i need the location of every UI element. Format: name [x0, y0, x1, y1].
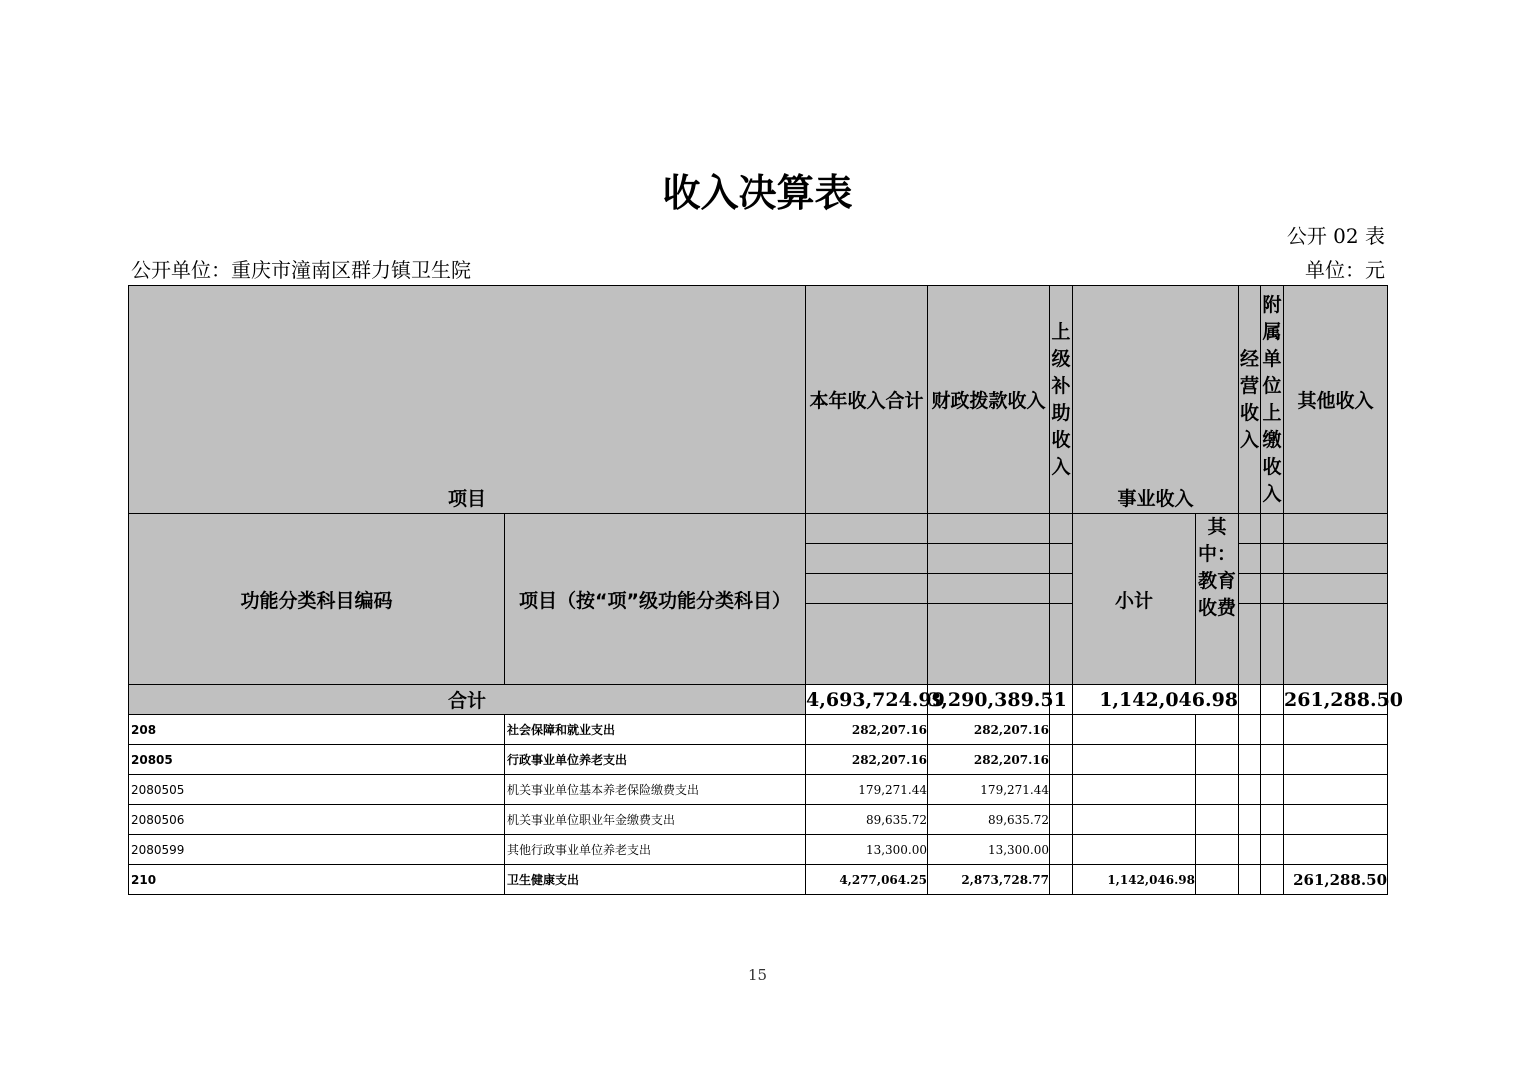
row-fiscal: 13,300.00	[928, 835, 1050, 865]
header-blank-cell	[1261, 574, 1284, 604]
total-other-value: 261,288.50	[1284, 685, 1388, 715]
header-blank-cell	[1239, 514, 1261, 544]
page-number: 15	[747, 966, 768, 984]
header-blank-cell	[1284, 544, 1388, 574]
header-subtotal: 小计	[1073, 514, 1196, 685]
header-blank-cell	[1284, 604, 1388, 685]
row-subtotal	[1073, 715, 1196, 745]
row-other	[1284, 835, 1388, 865]
table-row	[129, 745, 1388, 775]
header-business-income: 事业收入	[1073, 286, 1239, 514]
row-operating	[1239, 835, 1261, 865]
total-affiliated-value	[1261, 685, 1284, 715]
header-blank-cell	[1050, 574, 1073, 604]
table-row	[129, 775, 1388, 805]
row-superior-subsidy	[1050, 745, 1073, 775]
row-code: 2080506	[129, 805, 505, 835]
header-blank-cell	[928, 574, 1050, 604]
row-affiliated	[1261, 745, 1284, 775]
row-fiscal: 282,207.16	[928, 745, 1050, 775]
row-affiliated	[1261, 805, 1284, 835]
total-operating-value	[1239, 685, 1261, 715]
currency-unit: 单位：元	[1305, 258, 1385, 282]
header-code: 功能分类科目编码	[129, 514, 505, 685]
header-edu-fee: 其中：教育收费	[1196, 514, 1239, 685]
row-superior-subsidy	[1050, 715, 1073, 745]
form-number: 公开 02 表	[1286, 224, 1385, 248]
header-blank-cell	[1261, 544, 1284, 574]
header-blank-cell	[1261, 514, 1284, 544]
row-superior-subsidy	[1050, 865, 1073, 895]
table-row	[129, 805, 1388, 835]
row-total-income: 282,207.16	[806, 745, 928, 775]
row-edu-fee	[1196, 835, 1239, 865]
row-code: 210	[129, 865, 505, 895]
header-blank-cell	[806, 574, 928, 604]
row-operating	[1239, 865, 1261, 895]
header-blank-cell	[928, 604, 1050, 685]
row-operating	[1239, 775, 1261, 805]
page-title: 收入决算表	[662, 171, 853, 215]
row-operating	[1239, 715, 1261, 745]
row-other	[1284, 745, 1388, 775]
header-blank-cell	[806, 514, 928, 544]
total-label: 合计	[129, 685, 806, 715]
table-row	[129, 835, 1388, 865]
row-name: 卫生健康支出	[505, 865, 806, 895]
row-code: 2080505	[129, 775, 505, 805]
header-blank-cell	[806, 544, 928, 574]
row-code: 2080599	[129, 835, 505, 865]
header-other: 其他收入	[1284, 286, 1388, 514]
row-name: 其他行政事业单位养老支出	[505, 835, 806, 865]
row-operating	[1239, 745, 1261, 775]
reporting-unit: 公开单位：重庆市潼南区群力镇卫生院	[131, 258, 471, 282]
row-other	[1284, 715, 1388, 745]
header-blank-cell	[1261, 604, 1284, 685]
header-blank-cell	[928, 544, 1050, 574]
header-item-by-class: 项目（按“项”级功能分类科目）	[505, 514, 806, 685]
header-item: 项目	[129, 286, 806, 514]
row-total-income: 4,277,064.25	[806, 865, 928, 895]
total-subtotal-value: 1,142,046.98	[1073, 685, 1239, 715]
row-code: 20805	[129, 745, 505, 775]
row-subtotal	[1073, 775, 1196, 805]
header-affiliated: 附属单位上缴收入	[1261, 286, 1284, 514]
row-total-income: 13,300.00	[806, 835, 928, 865]
row-affiliated	[1261, 835, 1284, 865]
total-row	[129, 685, 1388, 715]
row-name: 行政事业单位养老支出	[505, 745, 806, 775]
row-fiscal: 282,207.16	[928, 715, 1050, 745]
total-fiscal-value: 3,290,389.51	[928, 685, 1050, 715]
row-superior-subsidy	[1050, 835, 1073, 865]
row-edu-fee	[1196, 745, 1239, 775]
row-edu-fee	[1196, 715, 1239, 745]
row-edu-fee	[1196, 865, 1239, 895]
row-total-income: 89,635.72	[806, 805, 928, 835]
table-row	[129, 865, 1388, 895]
row-fiscal: 2,873,728.77	[928, 865, 1050, 895]
row-affiliated	[1261, 865, 1284, 895]
row-other: 261,288.50	[1284, 865, 1388, 895]
row-total-income: 179,271.44	[806, 775, 928, 805]
row-superior-subsidy	[1050, 775, 1073, 805]
header-fiscal: 财政拨款收入	[928, 286, 1050, 514]
header-blank-cell	[928, 514, 1050, 544]
row-code: 208	[129, 715, 505, 745]
header-blank-cell	[806, 604, 928, 685]
header-blank-cell	[1050, 604, 1073, 685]
header-blank-cell	[1239, 574, 1261, 604]
row-subtotal	[1073, 835, 1196, 865]
row-edu-fee	[1196, 805, 1239, 835]
header-blank-cell	[1050, 544, 1073, 574]
header-blank-cell	[1284, 574, 1388, 604]
row-other	[1284, 775, 1388, 805]
header-total-income: 本年收入合计	[806, 286, 928, 514]
row-other	[1284, 805, 1388, 835]
row-name: 社会保障和就业支出	[505, 715, 806, 745]
header-superior-subsidy: 上级补助收入	[1050, 286, 1073, 514]
row-subtotal: 1,142,046.98	[1073, 865, 1196, 895]
header-operating: 经营收入	[1239, 286, 1261, 514]
total-income-value: 4,693,724.99	[806, 685, 928, 715]
row-total-income: 282,207.16	[806, 715, 928, 745]
header-blank-cell	[1239, 544, 1261, 574]
row-fiscal: 179,271.44	[928, 775, 1050, 805]
row-edu-fee	[1196, 775, 1239, 805]
row-operating	[1239, 805, 1261, 835]
row-fiscal: 89,635.72	[928, 805, 1050, 835]
row-name: 机关事业单位基本养老保险缴费支出	[505, 775, 806, 805]
row-name: 机关事业单位职业年金缴费支出	[505, 805, 806, 835]
table-row	[129, 715, 1388, 745]
row-superior-subsidy	[1050, 805, 1073, 835]
row-affiliated	[1261, 775, 1284, 805]
row-subtotal	[1073, 805, 1196, 835]
row-subtotal	[1073, 745, 1196, 775]
header-blank-cell	[1050, 514, 1073, 544]
header-blank-cell	[1239, 604, 1261, 685]
row-affiliated	[1261, 715, 1284, 745]
income-statement-table	[128, 285, 1404, 895]
header-blank-cell	[1284, 514, 1388, 544]
